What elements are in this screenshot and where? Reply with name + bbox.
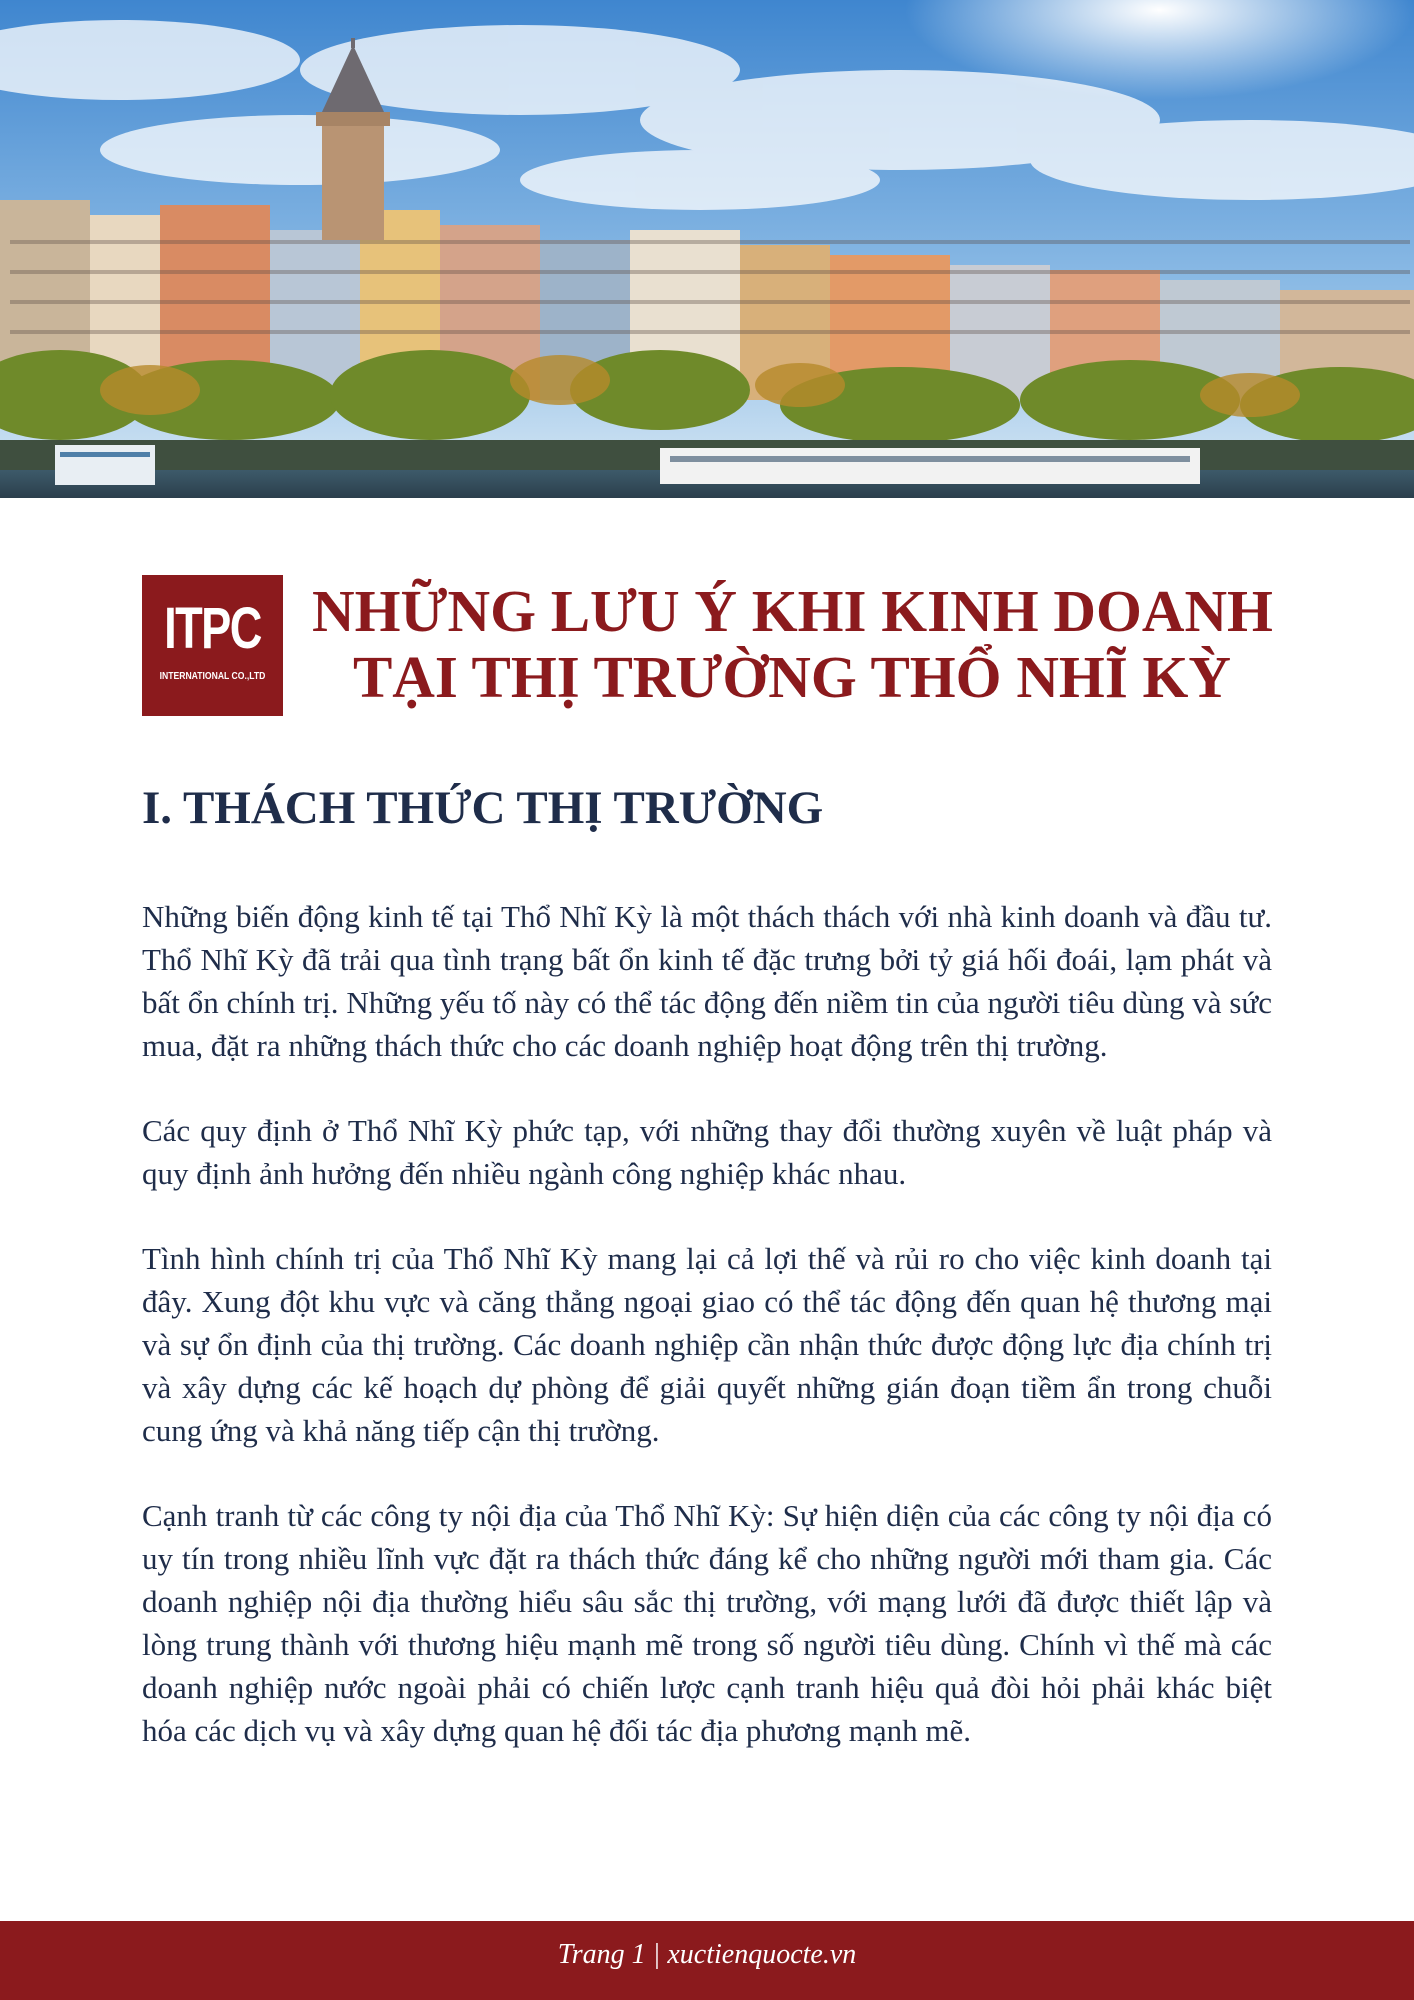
logo-subtitle: INTERNATIONAL CO.,LTD bbox=[159, 670, 266, 682]
page-footer bbox=[0, 1921, 1414, 2000]
document-title bbox=[312, 578, 1272, 710]
company-logo bbox=[142, 575, 283, 716]
section-body bbox=[142, 895, 1272, 1794]
paragraph-regulations: Các quy định ở Thổ Nhĩ Kỳ phức tạp, với những thay đổi thường xuyên về luật pháp và quy định ảnh hưởng đến nhiều ngành công nghiệp khác nhau. bbox=[142, 1113, 1272, 1191]
title-line-2: TẠI THỊ TRƯỜNG THỔ NHĨ KỲ bbox=[352, 644, 1232, 710]
hero-cityscape-image bbox=[0, 0, 1414, 498]
section-heading: I. THÁCH THỨC THỊ TRƯỜNG bbox=[142, 782, 824, 834]
paragraph-local-competition: Cạnh tranh từ các công ty nội địa của Thổ Nhĩ Kỳ: Sự hiện diện của các công ty nội địa có uy tín trong nhiều lĩnh vực đặt ra thách thức đáng kể cho những người mới tham gia. Các doanh nghiệp nội địa thường hiểu sâu sắc thị trường, với mạng lưới đã được thiết lập và lòng trung thành với thương hiệu mạnh mẽ trong số người tiêu dùng. Chính vì thế mà các doanh nghiệp nước ngoài phải có chiến lược cạnh tranh hiệu quả đòi hỏi phải khác biệt hóa các dịch vụ và xây dựng quan hệ đối tác địa phương mạnh mẽ. bbox=[142, 1498, 1272, 1748]
footer-page-info: Trang 1 | xuctienquocte.vn bbox=[557, 1939, 857, 1970]
paragraph-political-situation: Tình hình chính trị của Thổ Nhĩ Kỳ mang lại cả lợi thế và rủi ro cho việc kinh doanh tại đây. Xung đột khu vực và căng thẳng ngoại giao có thể tác động đến quan hệ thương mại và sự ổn định của thị trường. Các doanh nghiệp cần nhận thức được động lực địa chính trị và xây dựng các kế hoạch dự phòng để giải quyết những gián đoạn tiềm ẩn trong chuỗi cung ứng và khả năng tiếp cận thị trường. bbox=[142, 1241, 1272, 1448]
paragraph-economic-volatility: Những biến động kinh tế tại Thổ Nhĩ Kỳ là một thách thách với nhà kinh doanh và đầu tư. Thổ Nhĩ Kỳ đã trải qua tình trạng bất ổn kinh tế đặc trưng bởi tỷ giá hối đoái, lạm phát và bất ổn chính trị. Những yếu tố này có thể tác động đến niềm tin của người tiêu dùng và sức mua, đặt ra những thách thức cho các doanh nghiệp hoạt động trên thị trường. bbox=[142, 899, 1272, 1063]
title-line-1: NHỮNG LƯU Ý KHI KINH DOANH bbox=[312, 578, 1273, 644]
logo-wordmark: ITPC bbox=[164, 596, 261, 661]
